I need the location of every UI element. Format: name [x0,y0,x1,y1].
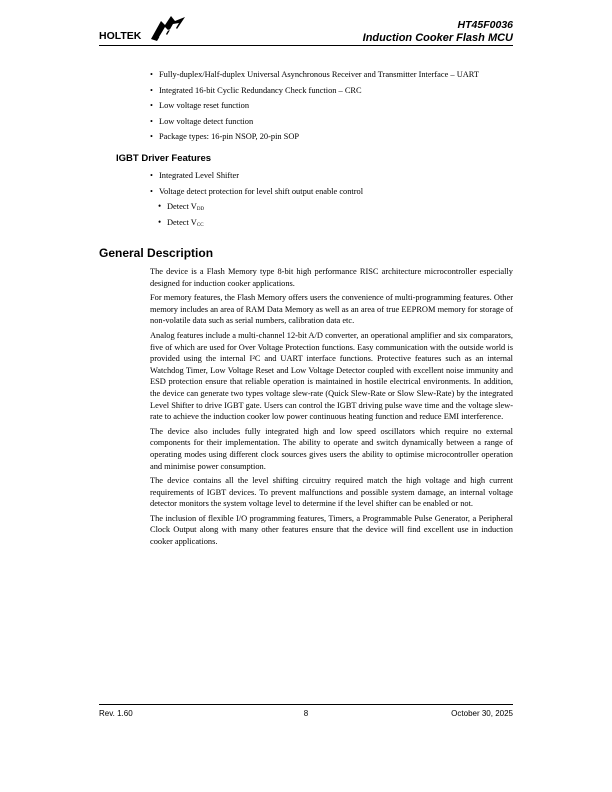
bullet-icon: • [150,132,153,142]
bullet-icon: • [150,186,153,196]
datasheet-page: HOLTEK HT45F0036 Induction Cooker Flash MCU • Fully-duplex/Half-duplex Universal Asynchronous Receiver and Transmitter Interface – UART • Integrated 16-bit Cyclic Redundancy Check function – CRC • Low voltage reset function • Low voltage detect function • Package types: 16-pin NSOP, 20-pin SOP IGBT Driver Features • Integrated Level Shifter • Voltage detect protection for level shift output enable control • Detect $V_{DD}$ • Detect $V_{CC}$ General Description The device is a Flash Memory type 8-bit high performance RISC architecture microcontroller especially designed for induction cooker applications. For memory features, the Flash Memory offers users the convenience of multi-programming features. Other memory includes an area of RAM Data Memory as well as an area of true EEPROM memory for storage of non-volatile data such as serial numbers, calibration data etc. Analog features include a multi-channel 12-bit A/D converter, an operational amplifier and six comparators, five of which are used for Over Voltage Protection functions. Easy communication with the outside world is provided using the internal I²C and UART interface functions. Protective features such as an internal Watchdog Timer, Low Voltage Reset and Low Voltage Detector coupled with excellent noise immunity and ESD protection ensure that reliable operation is maintained in hostile electrical environments. In addition, the device can generate two types voltage slew-rate (Quick Slew-Rate or Slow Slew-Rate) by the integrated Level Shifter to drive IGBT gate. Users can control the IGBT driving pulse wave time and the voltage slew-rate to achieve the induction cooker low power continuous heating function and reduce EMI interference. The device also includes fully integrated high and low speed oscillators which require no external components for their implementation. The ability to operate and switch dynamically between a range of operating modes using different clock sources gives users the ability to optimise microcontroller operation and minimise power consumption. The device contains all the level shifting circuitry required match the high voltage and high current requirements of IGBT devices. To prevent malfunctions and possible system damage, an internal voltage detector monitors the system voltage level to determine if the level shifter can be enabled or not. The inclusion of flexible I/O programming features, Timers, a Programmable Pulse Generator, a Peripheral Clock Output along with many other features ensure that the device will find excellent use in induction cooker applications. Rev. 1.60 8 October 30, 2025 [0,0,612,792]
general-description-body [150,266,513,551]
igbt-section-heading: IGBT Driver Features [116,153,212,164]
paragraph: For memory features, the Flash Memory offers users the convenience of multi-programming features. Other memory includes an area of RAM Data Memory as well as an area of true EEPROM memory for storage of non-volatile data such as serial numbers, calibration data etc. [150,293,513,326]
paragraph: The device is a Flash Memory type 8-bit high performance RISC architecture microcontroller especially designed for induction cooker applications. [150,267,513,288]
general-description-heading: General Description [99,246,214,260]
paragraph: The device also includes fully integrated high and low speed oscillators which require no external components for their implementation. The ability to operate and switch dynamically between a range of operating modes using different clock sources gives users the ability to optimise microcontroller operation and minimise power consumption. [150,426,513,471]
bullet-icon: • [150,70,153,79]
page-number: 8 [303,709,309,718]
paragraph: The device contains all the level shifting circuitry required match the high voltage and high current requirements of IGBT devices. To prevent malfunctions and possible system damage, an internal voltage detector monitors the system voltage level to determine if the level shifter can be enabled or not. [150,476,513,509]
bullet-icon: • [150,116,153,126]
header-title-block [363,19,513,45]
paragraph: Analog features include a multi-channel 12-bit A/D converter, an operational amplifier and six comparators, five of which are used for Over Voltage Protection functions. Easy communication with the outside world is provided using the internal I²C and UART interface functions. Protective features such as an internal Watchdog Timer, Low Voltage Reset and Low Voltage Detector coupled with excellent noise immunity and ESD protection ensure that reliable operation is maintained in hostile electrical environments. In addition, the device can generate two types voltage slew-rate (Quick Slew-Rate or Slow Slew-Rate) by the integrated Level Shifter to drive IGBT gate. Users can control the IGBT driving pulse wave time and the voltage slew-rate to achieve the induction cooker low power continuous heating function and reduce EMI interference. [150,330,513,422]
bullet-icon: • [158,201,162,211]
svg-text:HOLTEK: HOLTEK [99,30,142,42]
document-subtitle: Induction Cooker Flash MCU [362,32,513,44]
bullet-icon: • [150,101,153,111]
revision-label: Rev. 1.60 [99,709,133,718]
part-number: HT45F0036 [457,19,513,31]
footer-divider [99,704,513,705]
header-divider [99,45,513,46]
bullet-icon: • [150,85,153,95]
bullet-icon: • [150,171,153,180]
paragraph: The inclusion of flexible I/O programming features, Timers, a Programmable Pulse Generator, a Peripheral Clock Output along with many other features ensure that the device will find excellent use in induction cooker applications. [150,513,513,547]
revision-date: October 30, 2025 [451,709,513,718]
holtek-logo [99,15,189,43]
bullet-icon: • [158,216,162,227]
